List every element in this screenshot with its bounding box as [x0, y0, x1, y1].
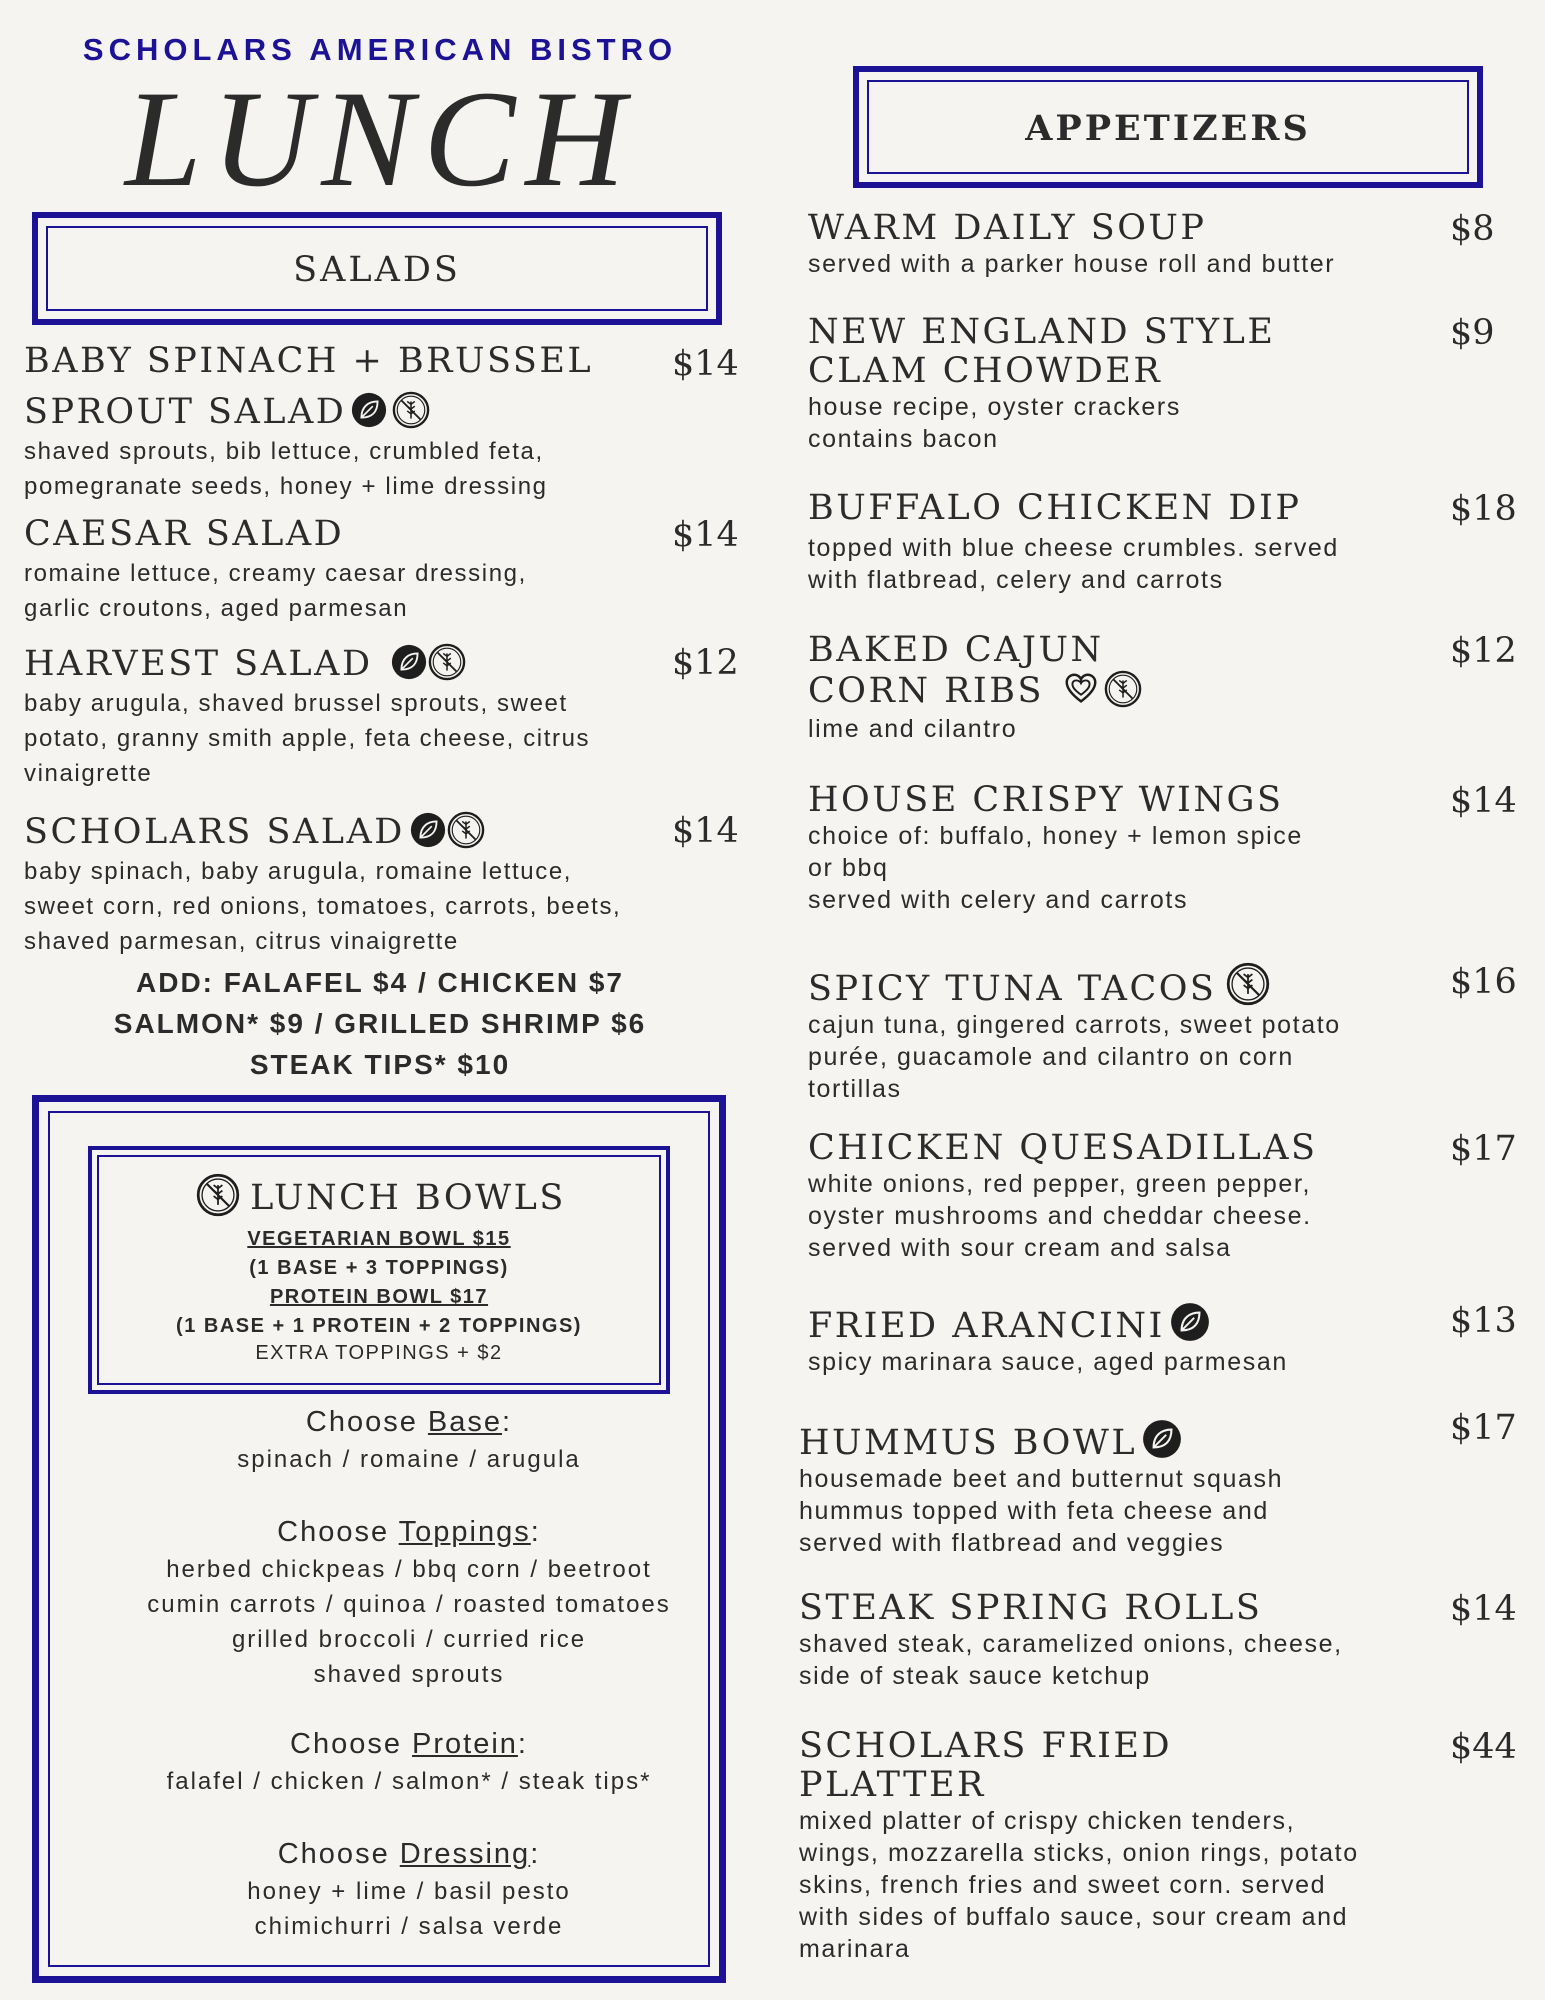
- item-name: CAESAR SALAD: [24, 514, 345, 554]
- item-name: HOUSE CRISPY WINGS: [808, 780, 1284, 820]
- menu-item-scholars-salad: [24, 811, 739, 958]
- dressing-options: chimichurri / salsa verde: [254, 1913, 564, 1940]
- base-options: spinach / romaine / arugula: [237, 1446, 581, 1473]
- item-desc: baby arugula, shaved brussel sprouts, sweet: [24, 690, 568, 717]
- item-price: $18: [1450, 489, 1517, 529]
- item-name: CHICKEN QUESADILLAS: [808, 1128, 1318, 1168]
- item-name: PLATTER: [799, 1765, 986, 1805]
- item-price: $9: [1450, 313, 1495, 353]
- item-desc: tortillas: [808, 1075, 902, 1103]
- item-price: $44: [1450, 1727, 1517, 1767]
- menu-item-fried-arancini: [808, 1301, 1518, 1378]
- item-desc: choice of: buffalo, honey + lemon spice: [808, 822, 1303, 850]
- menu-item-clam-chowder: [808, 313, 1518, 455]
- topping-options: cumin carrots / quinoa / roasted tomatoes: [147, 1591, 671, 1618]
- item-price: $8: [1450, 209, 1495, 249]
- item-desc: baby spinach, baby arugula, romaine lettuce,: [24, 858, 573, 885]
- item-desc: skins, french fries and sweet corn. served: [799, 1871, 1327, 1899]
- menu-item-warm-daily-soup: [808, 209, 1518, 280]
- item-price: $17: [1450, 1129, 1517, 1169]
- vegetarian-leaf-icon: [390, 643, 428, 681]
- vegetarian-leaf-icon: [350, 391, 388, 429]
- lunch-bowls-box: [32, 1095, 726, 1983]
- item-desc: garlic croutons, aged parmesan: [24, 595, 409, 622]
- protein-bowl-price: PROTEIN BOWL $17: [269, 1286, 489, 1308]
- vegetarian-leaf-icon: [409, 811, 447, 849]
- menu-title: LUNCH: [124, 62, 636, 215]
- menu-item-house-crispy-wings: [808, 781, 1518, 916]
- item-desc: white onions, red pepper, green pepper,: [808, 1170, 1312, 1198]
- choose-toppings: [69, 1512, 749, 1692]
- item-desc: romaine lettuce, creamy caesar dressing,: [24, 560, 527, 587]
- gluten-free-icon: [447, 811, 485, 849]
- topping-options: shaved sprouts: [313, 1661, 505, 1688]
- item-desc: potato, granny smith apple, feta cheese, citrus: [24, 725, 591, 752]
- item-desc: with sides of buffalo sauce, sour cream and: [799, 1903, 1349, 1931]
- choose-base: [69, 1402, 749, 1477]
- veg-bowl-detail: (1 BASE + 3 TOPPINGS): [249, 1257, 509, 1279]
- item-desc: side of steak sauce ketchup: [799, 1662, 1151, 1690]
- gluten-free-icon: [428, 643, 466, 681]
- item-price: $14: [1450, 781, 1517, 821]
- item-desc: pomegranate seeds, honey + lime dressing: [24, 473, 548, 500]
- addon-line: STEAK TIPS* $10: [249, 1049, 511, 1080]
- topping-options: herbed chickpeas / bbq corn / beetroot: [166, 1556, 652, 1583]
- menu-item-harvest-salad: [24, 643, 739, 790]
- salads-title: SALADS: [293, 250, 461, 290]
- item-name: BUFFALO CHICKEN DIP: [808, 488, 1302, 528]
- choose-dressing-label: Choose Dressing:: [277, 1838, 541, 1870]
- item-desc: housemade beet and butternut squash: [799, 1465, 1284, 1493]
- item-desc: purée, guacamole and cilantro on corn: [808, 1043, 1294, 1071]
- item-name: WARM DAILY SOUP: [808, 208, 1207, 248]
- restaurant-name: SCHOLARS AMERICAN BISTRO: [82, 32, 678, 67]
- heart-icon: [1062, 670, 1100, 708]
- item-name: FRIED ARANCINI: [808, 1301, 1518, 1346]
- item-name: SCHOLARS FRIED: [799, 1726, 1173, 1766]
- item-desc: shaved steak, caramelized onions, cheese,: [799, 1630, 1343, 1658]
- salads-header-box: [32, 212, 722, 325]
- menu-item-baby-spinach-salad: [24, 341, 739, 503]
- item-desc: served with flatbread and veggies: [799, 1529, 1225, 1557]
- choose-dressing: [69, 1834, 749, 1944]
- item-name: BABY SPINACH + BRUSSEL: [24, 341, 594, 381]
- item-desc: served with sour cream and salsa: [808, 1234, 1232, 1262]
- item-price: $14: [672, 515, 739, 555]
- item-name: HARVEST SALAD: [24, 643, 734, 684]
- item-price: $12: [672, 643, 739, 683]
- item-desc: sweet corn, red onions, tomatoes, carrots, beets,: [24, 893, 622, 920]
- item-price: $13: [1450, 1301, 1517, 1341]
- gluten-free-icon: [392, 391, 430, 429]
- item-desc: shaved parmesan, citrus vinaigrette: [24, 928, 459, 955]
- gluten-free-icon: [196, 1173, 240, 1217]
- menu-item-buffalo-chicken-dip: [808, 489, 1518, 596]
- menu-item-chicken-quesadillas: [808, 1129, 1518, 1264]
- item-price: $16: [1450, 962, 1517, 1002]
- item-name: HUMMUS BOWL: [799, 1418, 1518, 1463]
- item-price: $14: [672, 344, 739, 384]
- item-price: $14: [1450, 1589, 1517, 1629]
- topping-options: grilled broccoli / curried rice: [231, 1626, 587, 1653]
- menu-item-cajun-corn-ribs: [808, 631, 1518, 745]
- item-desc: mixed platter of crispy chicken tenders,: [799, 1807, 1296, 1835]
- item-price: $14: [672, 811, 739, 851]
- addon-line: SALMON* $9 / GRILLED SHRIMP $6: [113, 1008, 647, 1039]
- choose-protein-label: Choose Protein:: [290, 1728, 528, 1760]
- addon-line: ADD: FALAFEL $4 / CHICKEN $7: [136, 967, 624, 998]
- item-desc: spicy marinara sauce, aged parmesan: [808, 1348, 1288, 1376]
- protein-options: falafel / chicken / salmon* / steak tips*: [166, 1768, 652, 1795]
- item-desc: marinara: [799, 1935, 911, 1963]
- appetizers-header-box: [853, 66, 1483, 188]
- item-desc: oyster mushrooms and cheddar cheese.: [808, 1202, 1312, 1230]
- dressing-options: honey + lime / basil pesto: [247, 1878, 571, 1905]
- choose-protein: [69, 1724, 749, 1799]
- choose-toppings-label: Choose Toppings:: [277, 1516, 541, 1548]
- item-name: CLAM CHOWDER: [808, 351, 1163, 391]
- item-price: $17: [1450, 1408, 1517, 1448]
- extra-toppings: EXTRA TOPPINGS + $2: [255, 1342, 503, 1364]
- item-desc: cajun tuna, gingered carrots, sweet potato: [808, 1011, 1341, 1039]
- vegetarian-leaf-icon: [1169, 1301, 1211, 1343]
- item-desc: house recipe, oyster crackers: [808, 393, 1181, 421]
- item-desc: with flatbread, celery and carrots: [808, 566, 1224, 594]
- item-desc: wings, mozzarella sticks, onion rings, potato: [799, 1839, 1359, 1867]
- item-desc: served with celery and carrots: [808, 886, 1189, 914]
- item-desc: or bbq: [808, 854, 889, 882]
- lunch-bowls-header-box: [88, 1146, 670, 1394]
- protein-bowl-detail: (1 BASE + 1 PROTEIN + 2 TOPPINGS): [176, 1315, 582, 1337]
- item-name: STEAK SPRING ROLLS: [799, 1588, 1263, 1628]
- veg-bowl-price: VEGETARIAN BOWL $15: [247, 1228, 511, 1250]
- salad-addons: [30, 962, 730, 1085]
- choose-base-label: Choose Base:: [305, 1406, 513, 1438]
- item-name-line2: SPROUT SALAD: [24, 391, 734, 432]
- menu-item-scholars-fried-platter: [799, 1727, 1518, 1965]
- bowls-title: LUNCH BOWLS: [92, 1173, 666, 1218]
- item-name: NEW ENGLAND STYLE: [808, 312, 1276, 352]
- menu-item-steak-spring-rolls: [799, 1589, 1518, 1692]
- menu-item-caesar-salad: [24, 514, 739, 625]
- item-desc: shaved sprouts, bib lettuce, crumbled feta,: [24, 438, 544, 465]
- item-price: $12: [1450, 631, 1517, 671]
- item-desc: contains bacon: [808, 425, 999, 453]
- item-desc: lime and cilantro: [808, 715, 1018, 743]
- item-desc: vinaigrette: [24, 760, 153, 787]
- item-name: BAKED CAJUN: [808, 630, 1104, 670]
- gluten-free-icon: [1226, 962, 1270, 1006]
- appetizers-title: APPETIZERS: [1025, 108, 1311, 149]
- vegetarian-leaf-icon: [1141, 1418, 1183, 1460]
- gluten-free-icon: [1104, 670, 1142, 708]
- menu-item-spicy-tuna-tacos: [808, 962, 1518, 1105]
- item-desc: hummus topped with feta cheese and: [799, 1497, 1269, 1525]
- item-name: SCHOLARS SALAD: [24, 811, 734, 852]
- item-name: SPICY TUNA TACOS: [808, 962, 1518, 1009]
- item-name: CORN RIBS: [808, 670, 1518, 711]
- menu-item-hummus-bowl: [799, 1408, 1518, 1559]
- item-desc: served with a parker house roll and butter: [808, 250, 1336, 278]
- item-desc: topped with blue cheese crumbles. served: [808, 534, 1339, 562]
